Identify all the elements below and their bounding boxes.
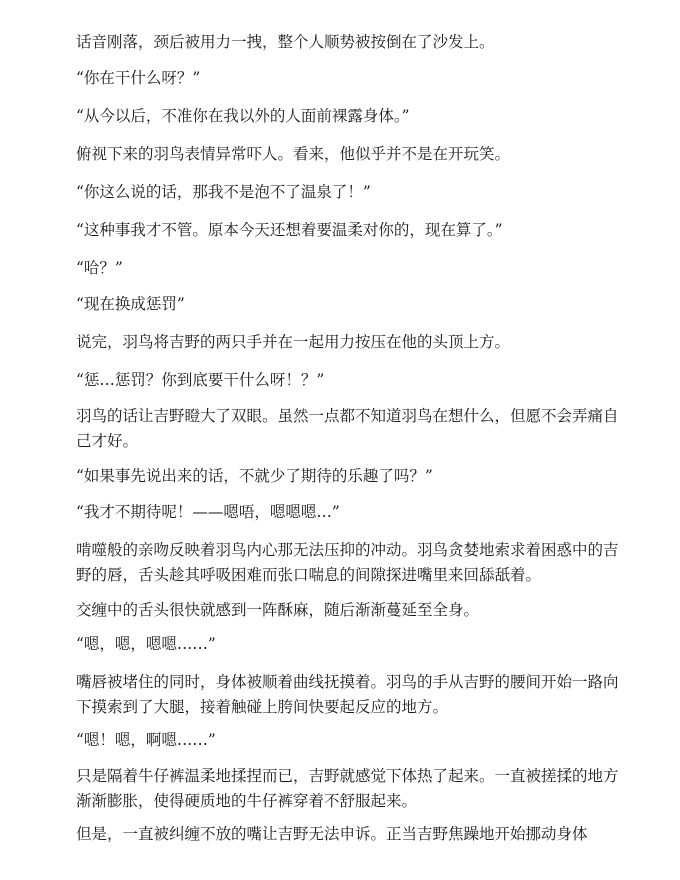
- paragraph: “从今以后，不准你在我以外的人面前裸露身体。”: [76, 107, 410, 125]
- paragraph: “你在干什么呀？”: [76, 69, 201, 87]
- paragraph: “如果事先说出来的话，不就少了期待的乐趣了吗？”: [76, 467, 433, 485]
- paragraph: “嗯！嗯，啊嗯……”: [76, 731, 216, 749]
- paragraph: “我才不期待呢！——嗯唔，嗯嗯嗯…”: [76, 503, 340, 521]
- paragraph: 羽鸟的话让吉野瞪大了双眼。虽然一点都不知道羽鸟在想什么，但愿不会弄痛自己才好。: [76, 407, 619, 450]
- paragraph: 话音刚落，颈后被用力一拽，整个人顺势被按倒在了沙发上。: [76, 33, 495, 51]
- paragraph: “嗯，嗯，嗯嗯……”: [76, 635, 216, 653]
- paragraph: 俯视下来的羽鸟表情异常吓人。看来，他似乎并不是在开玩笑。: [76, 145, 511, 163]
- paragraph: 说完，羽鸟将吉野的两只手并在一起用力按压在他的头顶上方。: [76, 333, 511, 351]
- paragraph: “惩…惩罚？你到底要干什么呀！？”: [76, 371, 325, 389]
- paragraph: “你这么说的话，那我不是泡不了温泉了！”: [76, 183, 371, 201]
- paragraph: “哈？”: [76, 259, 123, 277]
- paragraph: 交缠中的舌头很快就感到一阵酥麻，随后渐渐蔓延至全身。: [76, 601, 480, 619]
- paragraph: 嘴唇被堵住的同时，身体被顺着曲线抚摸着。羽鸟的手从吉野的腰间开始一路向下摸索到了大腿，接着触碰上胯间快要起反应的地方。: [76, 673, 619, 716]
- paragraph: 啃噬般的亲吻反映着羽鸟内心那无法压抑的冲动。羽鸟贪婪地索求着困惑中的吉野的唇，舌头趁其呼吸困难而张口喘息的间隙探进嘴里来回舔舐着。: [76, 541, 619, 584]
- paragraph: 但是，一直被纠缠不放的嘴让吉野无法申诉。正当吉野焦躁地开始挪动身体: [76, 825, 588, 843]
- paragraph: 只是隔着牛仔裤温柔地揉捏而已，吉野就感觉下体热了起来。一直被搓揉的地方渐渐膨胀，使得硬质地的牛仔裤穿着不舒服起来。: [76, 767, 619, 810]
- paragraph: “这种事我才不管。原本今天还想着要温柔对你的，现在算了。”: [76, 221, 503, 239]
- paragraph: “现在换成惩罚”: [76, 295, 185, 313]
